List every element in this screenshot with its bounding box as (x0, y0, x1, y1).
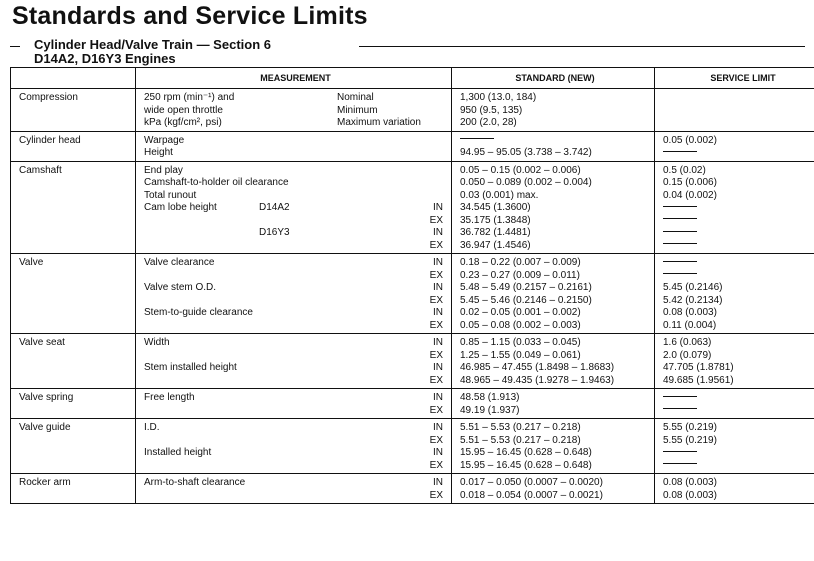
limit-value: 47.705 (1.8781) (663, 362, 734, 373)
header-blank (11, 68, 136, 89)
side-label: EX (429, 294, 443, 306)
standard-cell (452, 254, 655, 334)
standard-cell (452, 334, 655, 389)
header-standard: STANDARD (NEW) (452, 68, 655, 89)
limit-value: 0.08 (0.003) (663, 489, 717, 501)
measurement-text: Width (144, 337, 170, 348)
limit-value: 0.08 (0.003) (663, 307, 717, 318)
header-service-limit: SERVICE LIMIT (655, 68, 814, 89)
side-label: IN (433, 392, 443, 403)
standard-value: 46.985 – 47.455 (1.8498 – 1.8683) (460, 362, 615, 373)
standard-value: 0.05 – 0.08 (0.002 – 0.003) (460, 319, 581, 331)
limit-value: 0.15 (0.006) (663, 177, 717, 188)
measurement-text: Stem-to-guide clearance (144, 307, 253, 318)
table-row (11, 334, 814, 389)
measurement-text: Height (144, 147, 173, 158)
side-label: EX (429, 374, 443, 386)
limit-value: 0.04 (0.002) (663, 189, 717, 201)
limit-value: 2.0 (0.079) (663, 349, 712, 361)
standard-value: 0.03 (0.001) max. (460, 189, 539, 201)
standard-value: 1.25 – 1.55 (0.049 – 0.061) (460, 349, 581, 361)
section-title-line2: D14A2, D16Y3 Engines (34, 51, 176, 66)
table-row (11, 89, 814, 132)
limit-cell (655, 419, 814, 474)
measurement-text: Stem installed height (144, 362, 237, 373)
dash-mark (663, 218, 697, 219)
measurement-text: Installed height (144, 447, 212, 458)
limit-cell (655, 131, 814, 161)
standard-value: 0.05 – 0.15 (0.002 – 0.006) (460, 164, 581, 176)
limit-value: 0.5 (0.02) (663, 164, 706, 176)
standard-value: 34.545 (1.3600) (460, 202, 531, 213)
measurement-cell (136, 254, 452, 334)
side-label: IN (433, 227, 443, 238)
measurement-cell (136, 161, 452, 254)
limit-cell (655, 474, 814, 504)
standard-value: 15.95 – 16.45 (0.628 – 0.648) (460, 447, 592, 458)
dash-mark (663, 261, 697, 262)
row-label: Valve guide (11, 419, 136, 474)
dash-mark (663, 463, 697, 464)
limit-value: 5.42 (0.2134) (663, 294, 723, 306)
row-label: Rocker arm (11, 474, 136, 504)
standard-value: 94.95 – 95.05 (3.738 – 3.742) (460, 147, 592, 158)
standard-value: 5.51 – 5.53 (0.217 – 0.218) (460, 434, 581, 446)
standard-cell (452, 474, 655, 504)
engine-label: D16Y3 (259, 227, 290, 238)
limit-value: 49.685 (1.9561) (663, 374, 734, 386)
measurement-text: Total runout (144, 189, 197, 201)
dash-mark (663, 206, 697, 207)
dash-mark (663, 408, 697, 409)
side-label: IN (433, 477, 443, 488)
limit-value: 0.05 (0.002) (663, 134, 717, 146)
limit-value: 0.11 (0.004) (663, 319, 717, 331)
limit-value: 5.55 (0.219) (663, 422, 717, 433)
limit-cell (655, 161, 814, 254)
condition-text: Nominal (337, 92, 374, 103)
row-label: Compression (11, 89, 136, 132)
measurement-text: Cam lobe height (144, 202, 217, 213)
standard-value: 48.58 (1.913) (460, 392, 520, 403)
measurement-cell (136, 419, 452, 474)
standard-value: 950 (9.5, 135) (460, 104, 523, 116)
table-row (11, 161, 814, 254)
standard-value: 0.18 – 0.22 (0.007 – 0.009) (460, 257, 581, 268)
measurement-text: Warpage (144, 134, 185, 146)
side-label: EX (429, 269, 443, 281)
side-label: EX (429, 319, 443, 331)
dash-mark (663, 151, 697, 152)
standard-value: 0.050 – 0.089 (0.002 – 0.004) (460, 177, 592, 188)
condition-text: Minimum (337, 104, 378, 116)
section-frame-line (359, 46, 805, 47)
row-label: Valve seat (11, 334, 136, 389)
side-label: IN (433, 447, 443, 458)
measurement-text: Valve clearance (144, 257, 215, 268)
standard-value: 5.45 – 5.46 (0.2146 – 0.2150) (460, 294, 592, 306)
row-label: Valve (11, 254, 136, 334)
standard-cell (452, 161, 655, 254)
side-label: IN (433, 337, 443, 348)
row-label: Cylinder head (11, 131, 136, 161)
measurement-text: Camshaft-to-holder oil clearance (144, 177, 289, 188)
standard-value: 0.85 – 1.15 (0.033 – 0.045) (460, 337, 581, 348)
dash-mark (663, 396, 697, 397)
standard-value: 0.017 – 0.050 (0.0007 – 0.0020) (460, 477, 603, 488)
measurement-cell (136, 389, 452, 419)
limit-cell (655, 334, 814, 389)
side-label: EX (429, 239, 443, 251)
standard-value: 5.51 – 5.53 (0.217 – 0.218) (460, 422, 581, 433)
side-label: IN (433, 362, 443, 373)
side-label: IN (433, 307, 443, 318)
standard-value: 36.947 (1.4546) (460, 239, 531, 251)
table-header-row (11, 68, 814, 89)
row-label: Camshaft (11, 161, 136, 254)
limit-cell (655, 389, 814, 419)
table-row (11, 254, 814, 334)
side-label: EX (429, 349, 443, 361)
side-label: IN (433, 202, 443, 213)
limit-cell (655, 89, 814, 132)
limit-value: 1.6 (0.063) (663, 337, 712, 348)
row-label: Valve spring (11, 389, 136, 419)
standard-value: 0.02 – 0.05 (0.001 – 0.002) (460, 307, 581, 318)
section-title (34, 38, 271, 66)
standard-value: 200 (2.0, 28) (460, 117, 517, 128)
side-label: EX (429, 434, 443, 446)
section-frame-line (10, 46, 20, 47)
standard-cell (452, 419, 655, 474)
measurement-cell (136, 474, 452, 504)
measurement-text: Arm-to-shaft clearance (144, 477, 246, 488)
measurement-text: Free length (144, 392, 195, 403)
page-title: Standards and Service Limits (12, 2, 368, 30)
standard-value: 1,300 (13.0, 184) (460, 92, 537, 103)
standard-cell (452, 389, 655, 419)
measurement-cell (136, 89, 452, 132)
side-label: IN (433, 282, 443, 293)
dash-mark (663, 231, 697, 232)
measurement-text: kPa (kgf/cm², psi) (144, 117, 222, 128)
side-label: IN (433, 257, 443, 268)
side-label: EX (429, 459, 443, 471)
measurement-text: Valve stem O.D. (144, 282, 217, 293)
standard-value: 48.965 – 49.435 (1.9278 – 1.9463) (460, 374, 615, 386)
standard-value: 15.95 – 16.45 (0.628 – 0.648) (460, 459, 592, 471)
dash-mark (663, 451, 697, 452)
side-label: EX (429, 404, 443, 416)
section-title-line1: Cylinder Head/Valve Train — Section 6 (34, 37, 271, 52)
dash-mark (663, 243, 697, 244)
measurement-text: I.D. (144, 422, 160, 433)
limit-value: 5.55 (0.219) (663, 434, 717, 446)
side-label: EX (429, 214, 443, 226)
limit-value: 5.45 (0.2146) (663, 282, 723, 293)
condition-text: Maximum variation (337, 117, 421, 128)
measurement-text: wide open throttle (144, 104, 223, 116)
standard-value: 0.018 – 0.054 (0.0007 – 0.0021) (460, 489, 603, 501)
measurement-text: 250 rpm (min⁻¹) and (144, 92, 235, 103)
table-row (11, 389, 814, 419)
dash-mark (460, 138, 494, 139)
limit-value: 0.08 (0.003) (663, 477, 717, 488)
dash-mark (663, 273, 697, 274)
standard-cell (452, 89, 655, 132)
measurement-text: End play (144, 164, 183, 176)
side-label: EX (429, 489, 443, 501)
standard-value: 35.175 (1.3848) (460, 214, 531, 226)
specs-table (10, 67, 814, 504)
standard-value: 49.19 (1.937) (460, 404, 520, 416)
standard-value: 5.48 – 5.49 (0.2157 – 0.2161) (460, 282, 592, 293)
table-row (11, 419, 814, 474)
measurement-cell (136, 334, 452, 389)
side-label: IN (433, 422, 443, 433)
engine-label: D14A2 (259, 202, 290, 213)
standard-value: 0.23 – 0.27 (0.009 – 0.011) (460, 269, 580, 281)
table-row (11, 474, 814, 504)
table-row (11, 131, 814, 161)
standard-value: 36.782 (1.4481) (460, 227, 531, 238)
header-measurement: MEASUREMENT (136, 68, 452, 89)
standard-cell (452, 131, 655, 161)
measurement-cell (136, 131, 452, 161)
limit-cell (655, 254, 814, 334)
